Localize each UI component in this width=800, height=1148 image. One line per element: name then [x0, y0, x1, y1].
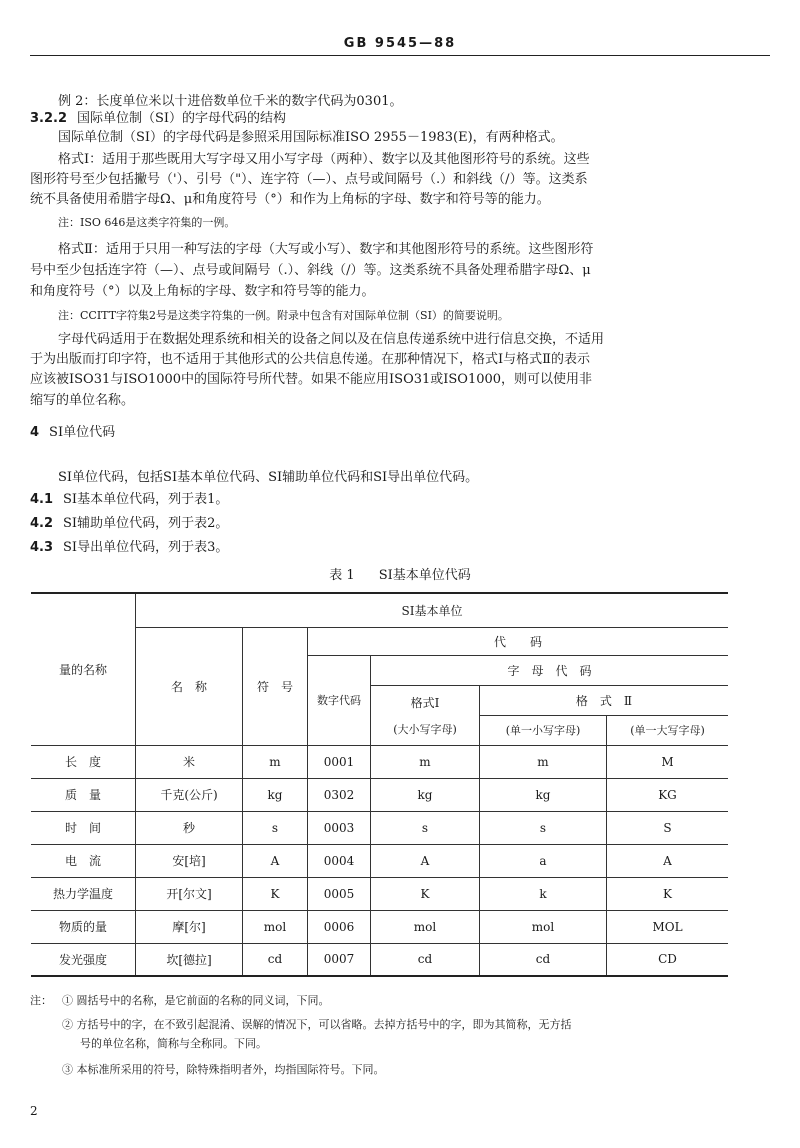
- cell-f1: cd: [371, 943, 480, 976]
- cell-f1: kg: [371, 778, 480, 811]
- cell-f2l: m: [480, 745, 607, 778]
- cell-numeric: 0007: [308, 943, 371, 976]
- body-line-text: 统不具备使用希腊字母Ω、μ和角度符号（°）和作为上角标的字母、数字和符号等的能力。: [30, 192, 550, 207]
- cell-symbol: K: [243, 877, 308, 910]
- body-line-text: 字母代码适用于在数据处理系统和相关的设备之间以及在信息传递系统中进行信息交换，不适用: [58, 332, 605, 347]
- body-line-text: 注：ISO 646是这类字符集的一例。: [58, 216, 236, 229]
- body-line: [58, 468, 478, 488]
- cell-f1: m: [371, 745, 480, 778]
- table-row: [31, 745, 728, 778]
- header-name: 名 称: [136, 627, 243, 745]
- header-rule: [30, 55, 770, 56]
- body-line: [30, 261, 591, 281]
- body-line: [30, 370, 592, 390]
- cell-f2u: S: [607, 811, 729, 844]
- table-row: [31, 778, 728, 811]
- body-line: [30, 514, 228, 534]
- section-number: 3.2.2: [30, 111, 68, 126]
- section-number: 4.3: [30, 540, 54, 555]
- header-format2: 格 式 Ⅱ: [480, 685, 729, 715]
- header-format2-upper: (单一大写字母): [607, 715, 729, 745]
- page-number: 2: [30, 1104, 38, 1118]
- cell-f2u: K: [607, 877, 729, 910]
- body-line-text: 例 2：长度单位米以十进倍数单位千米的数字代码为0301。: [58, 94, 403, 109]
- cell-name: 米: [136, 745, 243, 778]
- cell-numeric: 0001: [308, 745, 371, 778]
- body-line: [30, 190, 550, 210]
- cell-f2l: s: [480, 811, 607, 844]
- cell-f2u: CD: [607, 943, 729, 976]
- table-row: [31, 943, 728, 976]
- body-line-text: 格式Ⅱ：适用于只用一种写法的字母（大写或小写）、数字和其他图形符号的系统。这些图形符: [58, 242, 594, 257]
- cell-f2l: cd: [480, 943, 607, 976]
- header-si-base-unit: SI基本单位: [136, 593, 729, 627]
- table-caption: [0, 564, 800, 583]
- body-line-text: SI单位代码，包括SI基本单位代码、SI辅助单位代码和SI导出单位代码。: [58, 470, 479, 485]
- body-line-text: 注：CCITT字符集2号是这类字符集的一例。附录中包含有对国际单位制（SI）的简要说明。: [58, 309, 509, 322]
- cell-name: 千克(公斤): [136, 778, 243, 811]
- cell-quantity: 时 间: [31, 811, 136, 844]
- cell-symbol: s: [243, 811, 308, 844]
- cell-f2l: kg: [480, 778, 607, 811]
- notes-label: 注：: [30, 994, 52, 1007]
- cell-quantity: 物质的量: [31, 910, 136, 943]
- table-row: [31, 844, 728, 877]
- body-line-text: SI导出单位代码，列于表3。: [63, 540, 229, 555]
- body-line-text: 国际单位制（SI）的字母代码的结构: [77, 111, 287, 126]
- header-code: 代 码: [308, 627, 729, 655]
- cell-numeric: 0302: [308, 778, 371, 811]
- cell-f2u: M: [607, 745, 729, 778]
- header-format1: [371, 685, 480, 745]
- cell-name: 安[培]: [136, 844, 243, 877]
- cell-symbol: cd: [243, 943, 308, 976]
- cell-symbol: m: [243, 745, 308, 778]
- cell-f2l: mol: [480, 910, 607, 943]
- cell-name: 摩[尔]: [136, 910, 243, 943]
- cell-quantity: 热力学温度: [31, 877, 136, 910]
- note-item: ① 圆括号中的名称，是它前面的名称的同义词，下同。: [62, 994, 330, 1007]
- header-numeric-code: 数字代码: [308, 655, 371, 745]
- header-format2-lower: (单一小写字母): [480, 715, 607, 745]
- header-symbol: 符 号: [243, 627, 308, 745]
- body-line: [30, 490, 228, 510]
- body-line: [30, 423, 115, 443]
- body-line: [30, 391, 134, 411]
- cell-f1: s: [371, 811, 480, 844]
- body-line: [30, 109, 286, 129]
- cell-f1: mol: [371, 910, 480, 943]
- body-line-text: 于为出版而打印字符，也不适用于其他形式的公共信息传递。在那种情况下，格式Ⅰ与格式Ⅱ的表示: [30, 352, 590, 367]
- cell-quantity: 质 量: [31, 778, 136, 811]
- body-line-text: 国际单位制（SI）的字母代码是参照采用国际标准ISO 2955－1983(E)，有两种格式。: [58, 130, 564, 145]
- body-line: [30, 282, 375, 302]
- table-row: [31, 811, 728, 844]
- table-caption-label: 表 1: [329, 568, 355, 583]
- note-item: ③ 本标准所采用的符号，除特殊指明者外，均指国际符号。下同。: [62, 1063, 385, 1076]
- cell-f1: A: [371, 844, 480, 877]
- body-line-text: SI基本单位代码，列于表1。: [63, 492, 229, 507]
- cell-symbol: mol: [243, 910, 308, 943]
- body-line: [58, 213, 235, 233]
- table-body: [31, 745, 728, 976]
- body-line: [30, 538, 228, 558]
- body-line-text: 应该被ISO31与ISO1000中的国际符号所代替。如果不能应用ISO31或ISO1000，则可以使用非: [30, 372, 593, 387]
- body-line: [58, 128, 564, 148]
- cell-name: 开[尔文]: [136, 877, 243, 910]
- cell-symbol: A: [243, 844, 308, 877]
- cell-quantity: 长 度: [31, 745, 136, 778]
- section-number: 4.1: [30, 492, 54, 507]
- table-row: [31, 877, 728, 910]
- cell-f2l: a: [480, 844, 607, 877]
- body-line-text: SI单位代码: [49, 425, 116, 440]
- cell-f1: K: [371, 877, 480, 910]
- cell-numeric: 0003: [308, 811, 371, 844]
- body-line: [58, 150, 590, 170]
- body-line: [58, 240, 593, 260]
- cell-numeric: 0004: [308, 844, 371, 877]
- cell-f2u: A: [607, 844, 729, 877]
- body-line: [30, 350, 590, 370]
- section-number: 4: [30, 425, 40, 440]
- cell-numeric: 0005: [308, 877, 371, 910]
- cell-quantity: 发光强度: [31, 943, 136, 976]
- body-line-text: 和角度符号（°）以及上角标的字母、数字和符号等的能力。: [30, 284, 375, 299]
- body-line: [30, 170, 588, 190]
- body-line: [58, 330, 604, 350]
- cell-name: 秒: [136, 811, 243, 844]
- header-format1-title: 格式Ⅰ: [410, 695, 440, 710]
- cell-symbol: kg: [243, 778, 308, 811]
- cell-f2l: k: [480, 877, 607, 910]
- header-format1-sub: (大小写字母): [393, 722, 457, 736]
- body-line-text: 格式Ⅰ：适用于那些既用大写字母又用小写字母（两种）、数字以及其他图形符号的系统。这些: [58, 152, 590, 167]
- cell-f2u: MOL: [607, 910, 729, 943]
- header-letter-code: 字 母 代 码: [371, 655, 729, 685]
- section-number: 4.2: [30, 516, 54, 531]
- body-line-text: 缩写的单位名称。: [30, 393, 135, 408]
- si-base-units-table: [31, 592, 728, 977]
- cell-f2u: KG: [607, 778, 729, 811]
- body-line-text: 号中至少包括连字符（—）、点号或间隔号（.）、斜线（/）等。这类系统不具备处理希腊字母Ω、μ: [30, 263, 591, 278]
- page-header: GB 9545—88: [343, 36, 457, 51]
- body-line: [58, 306, 509, 326]
- cell-numeric: 0006: [308, 910, 371, 943]
- table-row: [31, 910, 728, 943]
- cell-name: 坎[德拉]: [136, 943, 243, 976]
- note-item: ② 方括号中的字，在不致引起混淆、误解的情况下，可以省略。去掉方括号中的字，即为其简称，无方括: [62, 1018, 572, 1031]
- header-quantity: 量的名称: [31, 593, 136, 745]
- body-line-text: 图形符号至少包括撇号（'）、引号（"）、连字符（—）、点号或间隔号（.）和斜线（/）等。这类系: [30, 172, 588, 187]
- table-caption-title: SI基本单位代码: [378, 568, 471, 583]
- note-item: 号的单位名称，简称与全称同。下同。: [80, 1037, 267, 1050]
- body-line-text: SI辅助单位代码，列于表2。: [63, 516, 229, 531]
- cell-quantity: 电 流: [31, 844, 136, 877]
